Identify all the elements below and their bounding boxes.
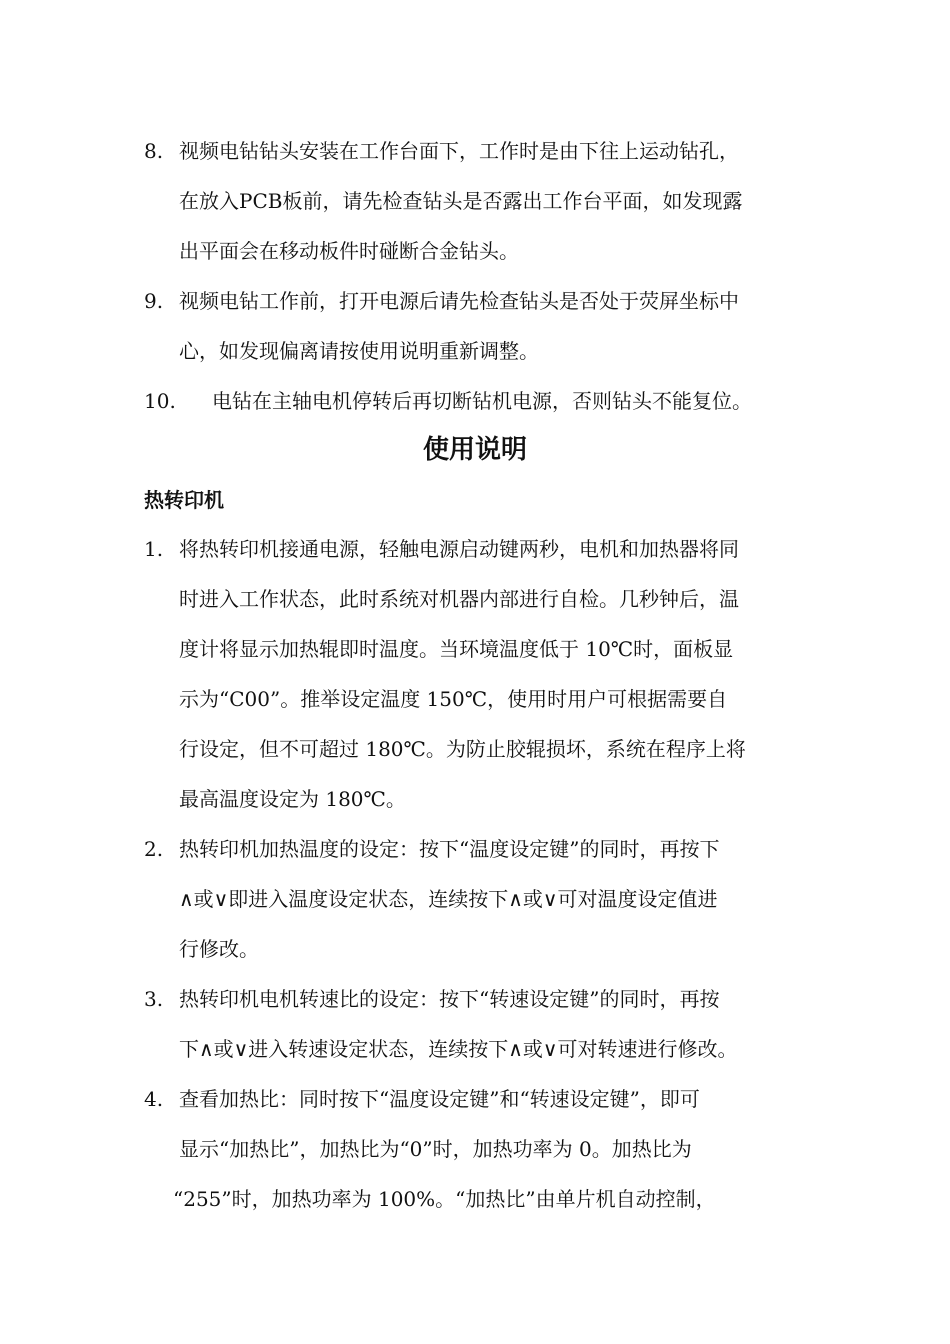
item-line: 视频电钻工作前，打开电源后请先检查钻头是否处于荧屏坐标中 [179,289,739,313]
item-line: 下∧或∨进入转速设定状态，连续按下∧或∨可对转速进行修改。 [179,1037,738,1061]
item-line: 出平面会在移动板件时碰断合金钻头。 [179,239,519,263]
item-line: ∧或∨即进入温度设定状态，连续按下∧或∨可对温度设定值进 [179,887,718,911]
item-number: 9. [144,289,164,313]
item-line: 时进入工作状态，此时系统对机器内部进行自检。几秒钟后，温 [179,587,739,611]
item-line: 显示“加热比”，加热比为“0”时，加热功率为 0。加热比为 [179,1137,692,1161]
item-number: 1. [144,537,164,561]
item-number: 2. [144,837,164,861]
item-number: 3. [144,987,164,1011]
item-line: 热转印机电机转速比的设定：按下“转速设定键”的同时，再按 [179,987,720,1011]
item-number: 8. [144,139,164,163]
item-line: 行设定，但不可超过 180℃。为防止胶辊损坏，系统在程序上将 [179,737,746,761]
item-line: 心，如发现偏离请按使用说明重新调整。 [179,339,539,363]
item-line: 查看加热比：同时按下“温度设定键”和“转速设定键”，即可 [179,1087,700,1111]
item-line: 将热转印机接通电源，轻触电源启动键两秒，电机和加热器将同 [179,537,739,561]
item-line: 视频电钻钻头安装在工作台面下，工作时是由下往上运动钻孔， [179,139,739,163]
item-line: 最高温度设定为 180℃。 [179,787,406,811]
item-line: 行修改。 [179,937,259,961]
section-title: 使用说明 [422,435,527,465]
item-line: 热转印机加热温度的设定：按下“温度设定键”的同时，再按下 [179,837,720,861]
item-number: 4. [144,1087,164,1111]
item-line: 示为“C00”。推举设定温度 150℃，使用时用户可根据需要自 [179,687,728,711]
item-line: 度计将显示加热辊即时温度。当环境温度低于 10℃时，面板显 [179,637,734,661]
item-number: 10. [144,389,176,413]
item-line: “255”时，加热功率为 100%。“加热比”由单片机自动控制， [173,1187,716,1211]
item-line: 电钻在主轴电机停转后再切断钻机电源，否则钻头不能复位。 [212,389,752,413]
subsection-title: 热转印机 [144,488,224,512]
item-line: 在放入PCB板前，请先检查钻头是否露出工作台平面，如发现露 [179,189,743,213]
